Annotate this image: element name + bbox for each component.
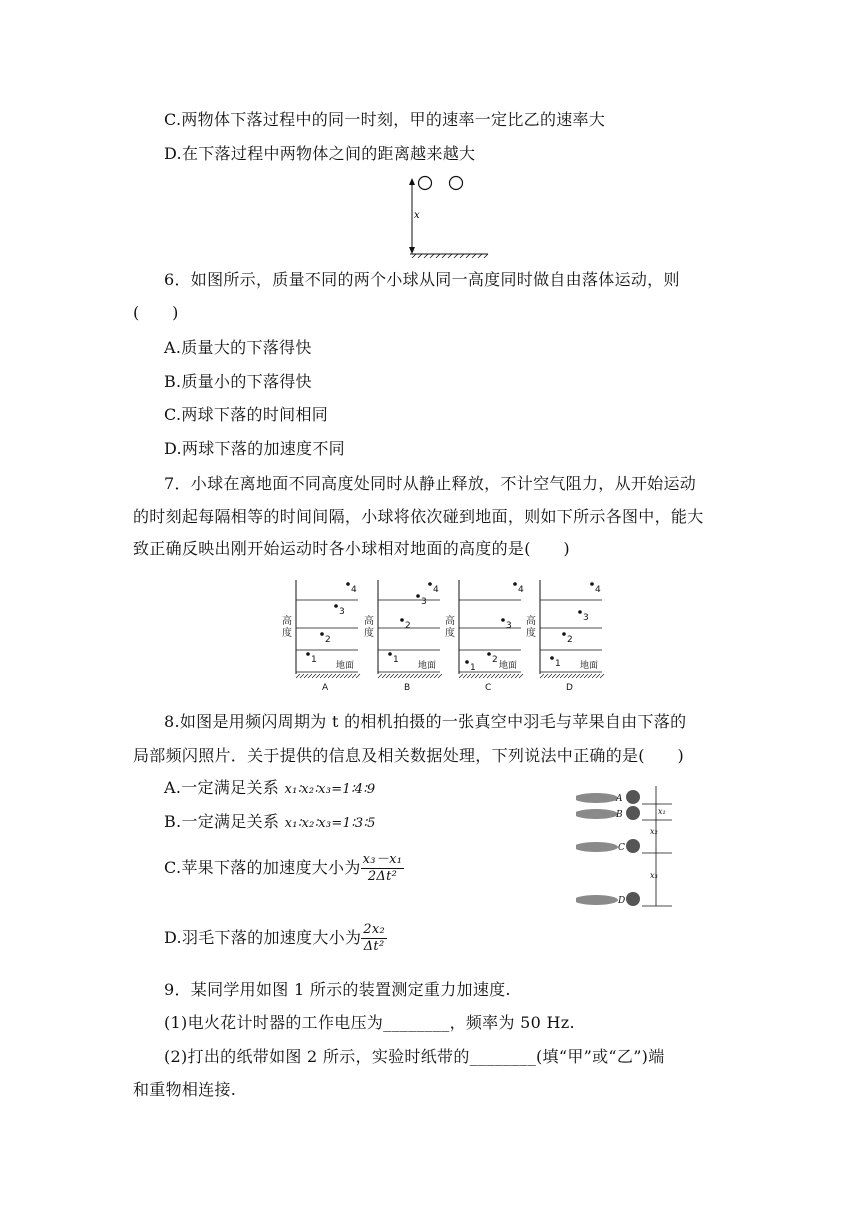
q7-stem-line2: 的时刻起每隔相等的时间间隔，小球将依次碰到地面，则如下所示各图中，能大: [133, 507, 704, 526]
ground-hatch: [324, 674, 328, 678]
ball-label: 3: [583, 613, 589, 623]
ball-label: 2: [325, 635, 331, 645]
ball-dot: [590, 582, 594, 586]
ground-hatch: [414, 674, 418, 678]
q5-option-c: C.两物体下落过程中的同一时刻，甲的速率一定比乙的速率大: [164, 110, 606, 129]
two-balls-figure: [400, 172, 490, 260]
ball-dot: [346, 582, 350, 586]
ball-label: 1: [311, 655, 317, 665]
ground-hatch: [552, 674, 556, 678]
ball-dot: [400, 618, 404, 622]
ground-hatch: [394, 674, 398, 678]
ball-label: 1: [470, 663, 476, 673]
ground-hatch: [336, 674, 340, 678]
ball-label: 3: [339, 607, 345, 617]
ground-hatch: [568, 674, 572, 678]
ground-hatch: [418, 674, 422, 678]
ground-hatch: [312, 674, 316, 678]
ball-label: 2: [492, 655, 498, 665]
photo-label-d: D: [618, 896, 626, 906]
ground-hatch: [390, 674, 394, 678]
q8-stem-line2: 局部频闪照片．关于提供的信息及相关数据处理，下列说法中正确的是( ): [133, 746, 684, 765]
panel-ylabel: 度: [282, 628, 292, 639]
ground-hatch: [584, 674, 588, 678]
ground-hatch: [592, 674, 596, 678]
ground-hatch: [300, 674, 304, 678]
q8-option-c: C.苹果下落的加速度大小为 $\frac{\text{x₃－x₁}}{\text{2Δt²}}$: [164, 852, 403, 884]
q7-stem-line1: 7．小球在离地面不同高度处同时从静止释放，不计空气阻力，从开始运动: [164, 474, 697, 493]
ground-hatch: [422, 674, 426, 678]
ground-hatch: [572, 674, 576, 678]
panel-ylabel: 高: [364, 616, 374, 627]
ground-hatch: [499, 674, 503, 678]
ground-hatch: [398, 674, 402, 678]
ball-dot: [320, 632, 324, 636]
ground-hatch: [475, 674, 479, 678]
ground-hatch: [386, 674, 390, 678]
ball-label: 2: [405, 621, 411, 631]
ground-hatch: [402, 674, 406, 678]
panel-ylabel: 高: [526, 616, 536, 627]
ball-dot: [416, 594, 420, 598]
ground-hatch: [406, 674, 410, 678]
ground-hatch: [378, 674, 382, 678]
ball-label: 4: [351, 585, 357, 595]
q6-option-c: C.两球下落的时间相同: [164, 405, 329, 424]
ground-hatch: [511, 674, 515, 678]
ground-hatch: [564, 674, 568, 678]
ground-hatch: [459, 674, 463, 678]
photo-label-b: B: [616, 810, 623, 820]
panel-ylabel: 度: [445, 628, 455, 639]
panel-ground-label: 地面: [499, 661, 518, 671]
panel-letter: B: [404, 683, 411, 693]
ground-hatch: [304, 674, 308, 678]
ground-hatch: [328, 674, 332, 678]
panel-letter: D: [566, 683, 573, 693]
q6-option-b: B.质量小的下落得快: [164, 372, 312, 391]
photo-x2: x₂: [650, 827, 658, 836]
ball-label: 1: [393, 655, 399, 665]
ball-dot: [428, 582, 432, 586]
ball-label: 3: [506, 621, 512, 631]
ground-hatch: [332, 674, 336, 678]
ground-hatch: [426, 674, 430, 678]
ground-hatch: [600, 674, 604, 678]
q8-option-b: B.一定满足关系 x₁∶x₂∶x₃=1∶3∶5: [164, 812, 376, 831]
ground-hatch: [515, 674, 519, 678]
ball-label: 4: [518, 585, 524, 595]
q5-option-d: D.在下落过程中两物体之间的距离越来越大: [164, 144, 476, 163]
ground-hatch: [308, 674, 312, 678]
q9-part2-line1: (2)打出的纸带如图 2 所示，实验时纸带的________(填“甲”或“乙”)端: [164, 1047, 665, 1066]
ground-hatch: [491, 674, 495, 678]
ground-hatch: [596, 674, 600, 678]
ball-label: 4: [433, 585, 439, 595]
panel-ground-label: 地面: [418, 661, 437, 671]
ball-dot: [334, 604, 338, 608]
panel-ylabel: 度: [364, 628, 374, 639]
ground-hatch: [576, 674, 580, 678]
ground-hatch: [540, 674, 544, 678]
ground-hatch: [556, 674, 560, 678]
photo-x1: x₁: [658, 807, 666, 816]
ground-hatch: [560, 674, 564, 678]
fraction: $\frac{\text{2x₂}}{\text{Δt²}}$: [363, 922, 385, 954]
ground-hatch: [580, 674, 584, 678]
ground-hatch: [544, 674, 548, 678]
q9-stem: 9．某同学用如图 1 所示的装置测定重力加速度.: [164, 980, 511, 999]
photo-label-a: A: [616, 794, 623, 804]
ball-dot: [487, 652, 491, 656]
ball-label: 2: [567, 635, 573, 645]
ground-hatch: [320, 674, 324, 678]
q9-part1: (1)电火花计时器的工作电压为________，频率为 50 Hz.: [164, 1013, 575, 1032]
height-panels-figure: [282, 576, 612, 696]
ball-dot: [550, 656, 554, 660]
q6-stem-line1: 6．如图所示，质量不同的两个小球从同一高度同时做自由落体运动，则: [164, 270, 680, 289]
q9-part2-line2: 和重物相连接.: [133, 1080, 237, 1099]
ground-hatch: [410, 674, 414, 678]
ball-label: 1: [555, 659, 561, 669]
q6-stem-line2: ( ): [133, 303, 179, 322]
photo-label-c: C: [618, 843, 625, 853]
panel-letter: C: [485, 683, 492, 693]
ground-hatch: [467, 674, 471, 678]
ground-hatch: [487, 674, 491, 678]
ground-hatch: [340, 674, 344, 678]
ground-hatch: [495, 674, 499, 678]
ball-dot: [388, 652, 392, 656]
ground-hatch: [548, 674, 552, 678]
ground-hatch: [344, 674, 348, 678]
ground-hatch: [479, 674, 483, 678]
ground-hatch: [519, 674, 523, 678]
ground-hatch: [503, 674, 507, 678]
ground-hatch: [430, 674, 434, 678]
panel-letter: A: [322, 683, 329, 693]
ground-hatch: [483, 674, 487, 678]
q8-option-a: A.一定满足关系 x₁∶x₂∶x₃=1∶4∶9: [164, 778, 376, 797]
ball-dot: [578, 610, 582, 614]
ball-label: 4: [595, 585, 601, 595]
ground-hatch: [438, 674, 442, 678]
q7-stem-line3: 致正确反映出刚开始运动时各小球相对地面的高度的是( ): [133, 539, 570, 558]
ground-hatch: [463, 674, 467, 678]
panel-ground-label: 地面: [580, 661, 599, 671]
ball-dot: [501, 618, 505, 622]
panel-ylabel: 高: [445, 616, 455, 627]
ground-hatch: [296, 674, 300, 678]
ball-dot: [562, 632, 566, 636]
x-label: x: [414, 210, 420, 221]
panel-ground-label: 地面: [336, 661, 355, 671]
ground-hatch: [356, 674, 360, 678]
ball-dot: [513, 582, 517, 586]
ball-dot: [465, 660, 469, 664]
panel-ylabel: 度: [526, 628, 536, 639]
fraction: $\frac{\text{x₃－x₁}}{\text{2Δt²}}$: [362, 852, 403, 884]
strobe-photo-figure: [576, 780, 676, 914]
ground-hatch: [352, 674, 356, 678]
photo-x3: x₃: [650, 871, 658, 880]
q8-stem-line1: 8.如图是用频闪周期为 t 的相机拍摄的一张真空中羽毛与苹果自由下落的: [164, 712, 687, 731]
ball-label: 3: [421, 597, 427, 607]
ball-dot: [306, 652, 310, 656]
ground-hatch: [588, 674, 592, 678]
panel-ylabel: 高: [282, 616, 292, 627]
ground-hatch: [382, 674, 386, 678]
ground-hatch: [434, 674, 438, 678]
ground-hatch: [348, 674, 352, 678]
q6-option-a: A.质量大的下落得快: [164, 338, 312, 357]
q6-option-d: D.两球下落的加速度不同: [164, 439, 345, 458]
q8-option-d: D.羽毛下落的加速度大小为 $\frac{\text{2x₂}}{\text{Δt²}}$: [164, 922, 385, 954]
ground-hatch: [507, 674, 511, 678]
ground-hatch: [316, 674, 320, 678]
ground-hatch: [471, 674, 475, 678]
